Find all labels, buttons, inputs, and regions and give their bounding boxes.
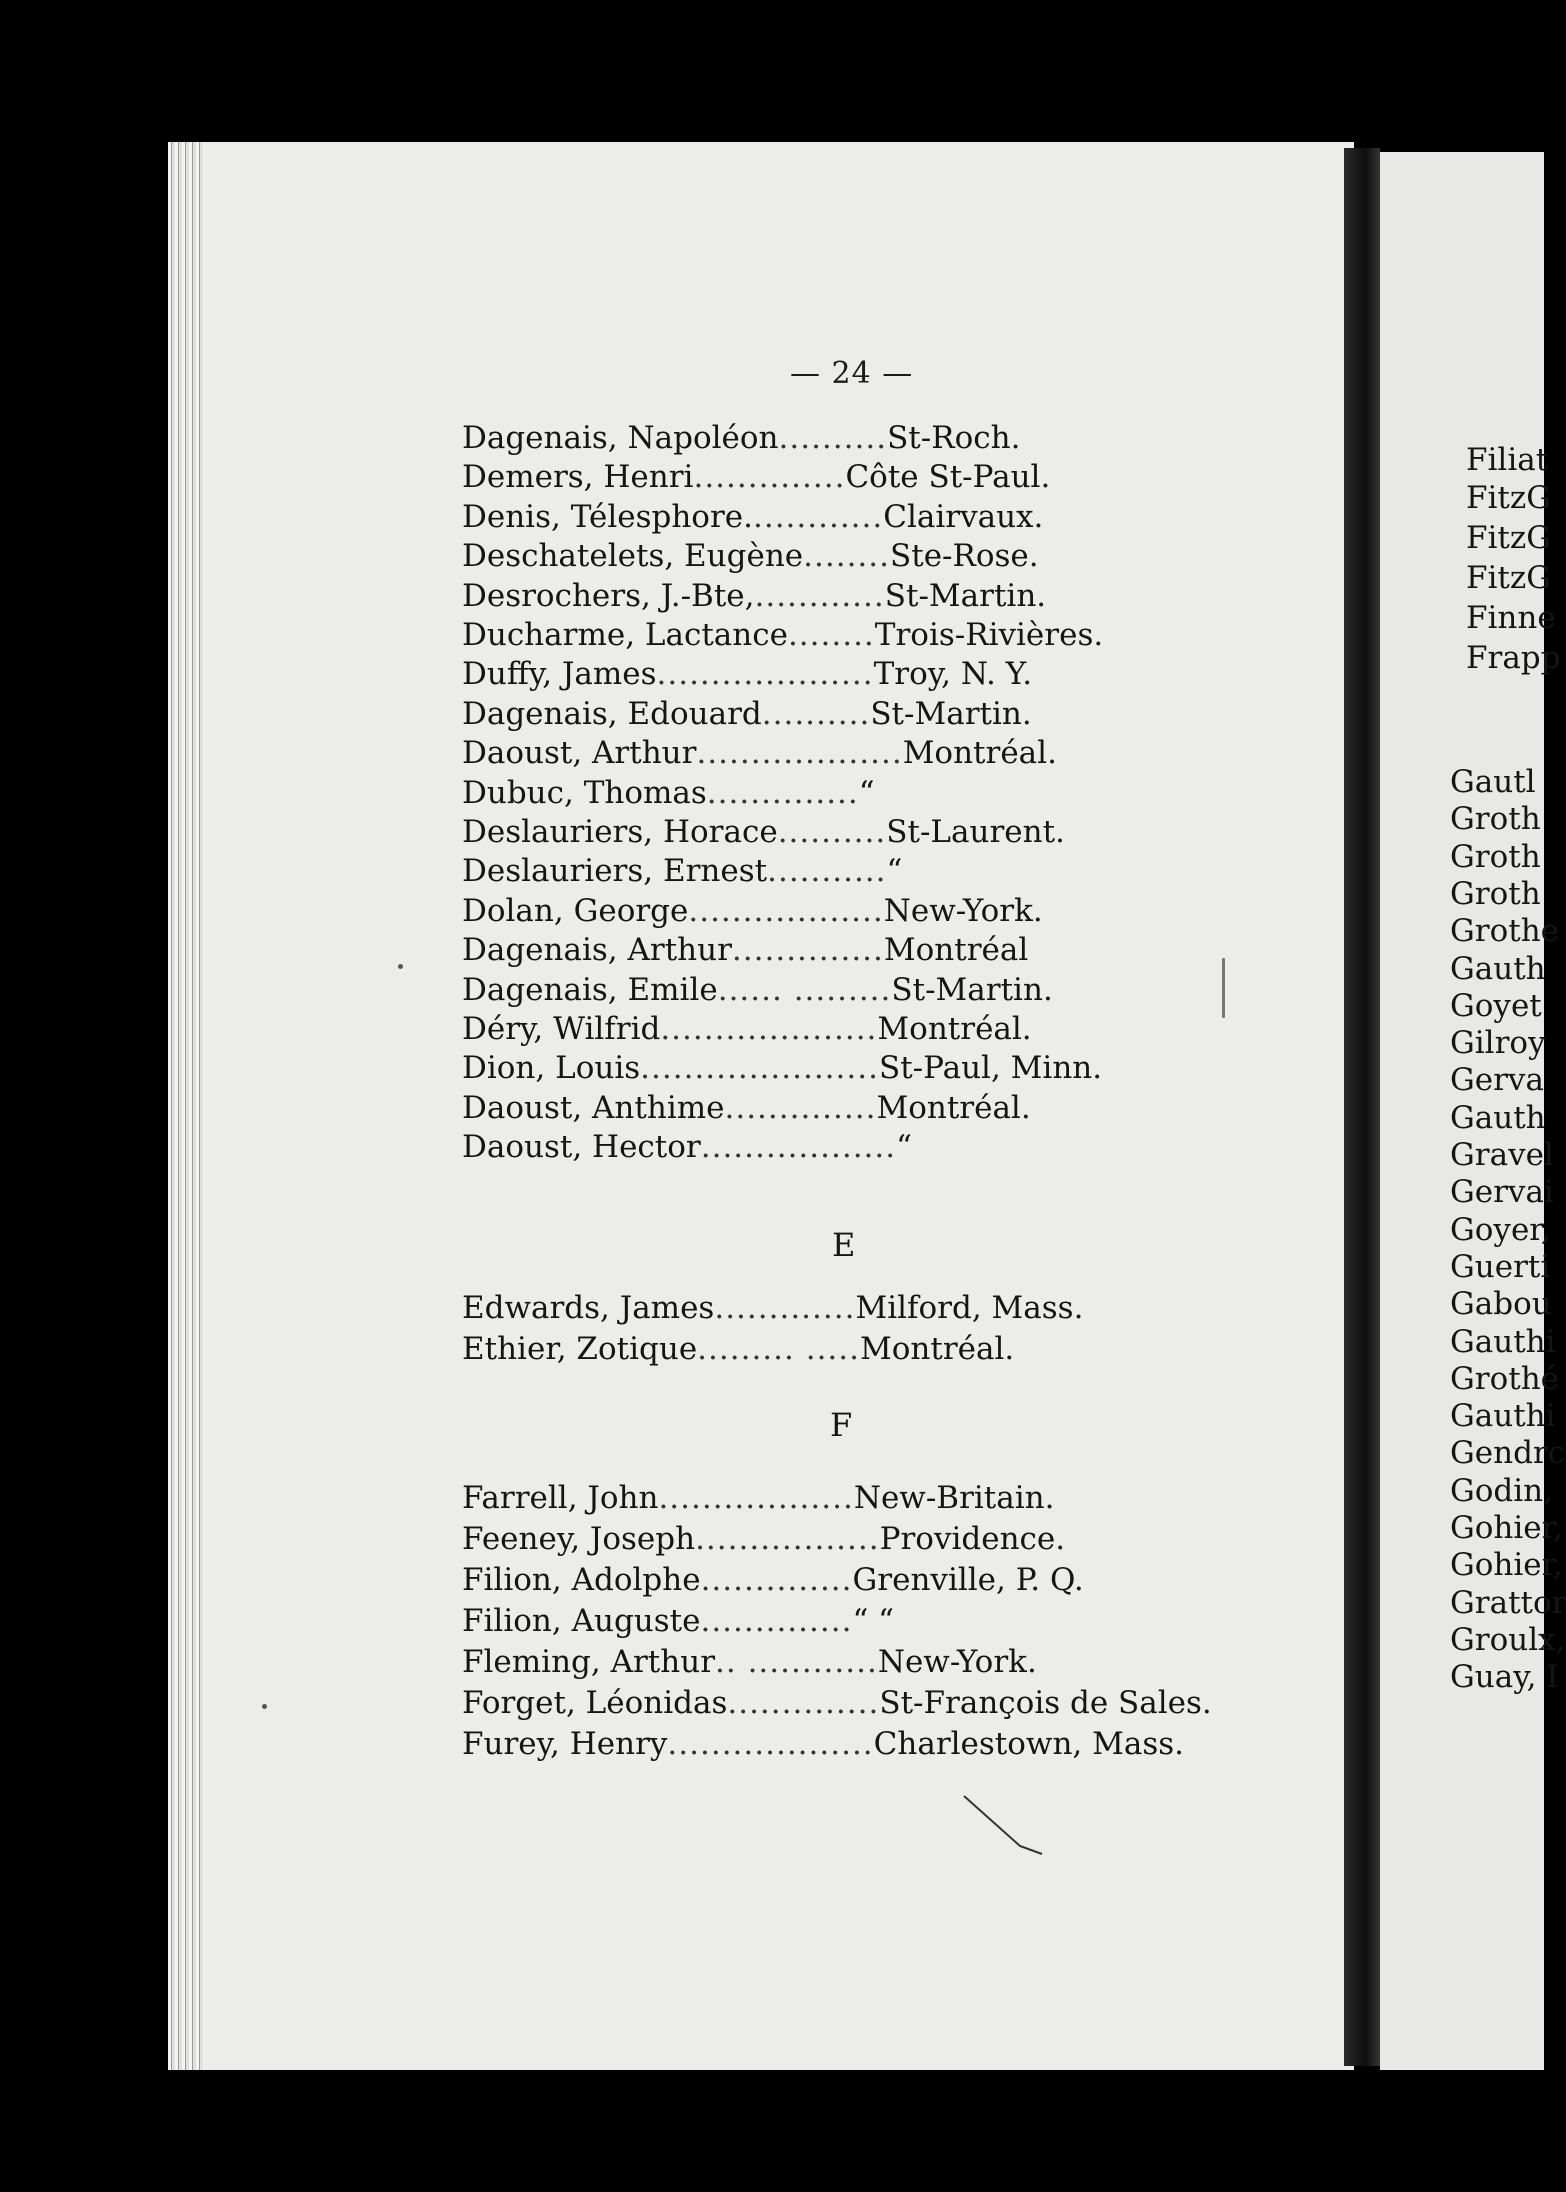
leader-dots: ..................: [700, 1129, 897, 1166]
right-page-entry: FitzG: [1466, 560, 1551, 596]
right-page-entry: Gervai: [1450, 1174, 1554, 1211]
leader-dots: ....................: [656, 656, 874, 693]
section-letter-f: F: [830, 1406, 853, 1444]
entry-place: New-York.: [883, 892, 1043, 929]
right-page-entry: Groulx,: [1450, 1621, 1566, 1658]
directory-entry: [462, 499, 1043, 535]
entry-name: Furey, Henry: [462, 1726, 668, 1762]
entry-place: Montréal.: [902, 735, 1057, 772]
entry-name: Deslauriers, Horace: [462, 814, 778, 850]
entry-name: Dagenais, Napoléon: [462, 420, 779, 456]
ink-speck: [398, 964, 403, 969]
margin-mark: [1222, 958, 1225, 1018]
entry-place: Montréal.: [877, 1011, 1032, 1047]
entry-name: Duffy, James: [462, 656, 657, 693]
right-page-entry: Gravel: [1450, 1137, 1554, 1173]
directory-entry: [462, 1562, 1084, 1598]
leader-dots: ..........: [761, 695, 871, 732]
entry-name: Ethier, Zotique: [462, 1331, 698, 1367]
leader-dots: ..............: [700, 1603, 853, 1639]
page-edge-stack: [168, 142, 204, 2070]
entry-name: Ducharme, Lactance: [462, 617, 788, 653]
entry-place: Montréal: [883, 932, 1029, 969]
directory-entry: [462, 656, 1032, 692]
right-page-entry: Groth: [1450, 875, 1541, 912]
entry-place: New-Britain.: [853, 1480, 1055, 1516]
leader-dots: .................: [695, 1521, 880, 1557]
directory-entry: [462, 1480, 1054, 1516]
entry-name: Déry, Wilfrid: [462, 1011, 661, 1047]
directory-entry: [462, 538, 1039, 574]
directory-entry: [462, 1050, 1102, 1086]
right-page-entry: Gauthi: [1450, 1323, 1556, 1360]
entry-name: Edwards, James: [462, 1290, 715, 1326]
leader-dots: ........: [787, 617, 875, 653]
right-page-entry: Grothé: [1450, 1360, 1560, 1397]
leader-dots: ..............: [706, 774, 859, 811]
leader-dots: ............: [752, 498, 884, 535]
entry-name: Dion, Louis: [462, 1050, 641, 1087]
entry-place: Charlestown, Mass.: [873, 1726, 1185, 1762]
right-page-entry: Gabou: [1450, 1286, 1552, 1323]
right-page-entry: Gerva: [1450, 1062, 1544, 1099]
entry-name: Daoust, Anthime: [462, 1089, 725, 1126]
right-page-entry: Goyer,: [1450, 1211, 1551, 1248]
entry-place: Montréal.: [876, 1089, 1031, 1126]
entry-name: Filion, Auguste: [462, 1603, 701, 1639]
entry-place: St-Paul, Minn.: [878, 1050, 1103, 1087]
book-spine: [1344, 148, 1380, 2066]
leader-dots: ...... .........: [717, 971, 892, 1008]
leader-dots: ..............: [700, 1562, 853, 1598]
directory-entry: [462, 735, 1057, 771]
right-page-entry: Gauth: [1450, 1099, 1546, 1136]
entry-place: “: [886, 853, 903, 890]
right-page-entry: Goyet: [1450, 987, 1542, 1024]
directory-entry: [462, 1331, 1014, 1367]
right-page-entry: Gauthi: [1450, 1398, 1556, 1435]
pencil-mark: [960, 1790, 1050, 1860]
leader-dots: ....................: [660, 1011, 878, 1047]
directory-entry: [462, 1090, 1031, 1126]
entry-place: New-York.: [877, 1644, 1037, 1680]
entry-name: Forget, Léonidas: [462, 1685, 728, 1721]
entry-name: Demers, Henri: [462, 459, 694, 496]
directory-entry: [462, 775, 875, 811]
entry-place: St-Martin.: [884, 577, 1047, 614]
entry-name: Deslauriers, Ernest: [462, 853, 768, 890]
leader-dots: ............: [754, 577, 885, 614]
right-page-entry: Groth: [1450, 838, 1541, 875]
leader-dots: ......................: [640, 1050, 879, 1087]
entry-name: Dubuc, Thomas: [462, 774, 707, 811]
right-page-entry: Finne: [1466, 600, 1556, 636]
leader-dots: ......... .....: [697, 1331, 860, 1367]
right-page-entry: Filiat: [1466, 442, 1549, 478]
entry-name: Farrell, John: [462, 1480, 659, 1516]
entry-place: St-Laurent.: [886, 814, 1065, 850]
entry-place: Montréal.: [859, 1331, 1015, 1367]
right-page-entry: Gohier,: [1450, 1510, 1563, 1546]
directory-entry: [462, 420, 1020, 456]
right-page-entry: Guerti: [1450, 1248, 1551, 1285]
right-page-entry: Guay, I: [1450, 1659, 1559, 1696]
directory-entry: [462, 1644, 1037, 1680]
entry-name: Filion, Adolphe: [462, 1562, 701, 1598]
leader-dots: ..............: [731, 932, 884, 969]
directory-entry: [462, 696, 1032, 732]
directory-entry: [462, 932, 1028, 968]
leader-dots: .............: [714, 1290, 856, 1326]
entry-place: St-François de Sales.: [879, 1685, 1212, 1721]
leader-dots: ..................: [658, 1480, 854, 1516]
directory-entry: [462, 853, 902, 889]
directory-entry: [462, 1129, 912, 1165]
right-page-entry: Grattor: [1450, 1584, 1566, 1621]
directory-entry: [462, 893, 1043, 929]
page-number: — 24 —: [790, 356, 914, 391]
entry-place: St-Roch.: [887, 420, 1021, 456]
ink-speck: [262, 1704, 267, 1709]
right-page-entry: Godin,: [1450, 1472, 1554, 1509]
entry-name: Dagenais, Arthur: [462, 932, 732, 969]
entry-place: Ste-Rose.: [890, 538, 1039, 575]
entry-name: Dagenais, Emile: [462, 971, 718, 1008]
entry-place: St-Martin.: [870, 695, 1032, 732]
right-page-entry: Gilroy: [1450, 1025, 1546, 1062]
leader-dots: ..............: [724, 1089, 877, 1126]
leader-dots: ...........: [767, 853, 887, 890]
entry-place: Trois-Rivières.: [874, 617, 1104, 653]
leader-dots: ..............: [693, 459, 846, 496]
entry-place: Grenville, P. Q.: [852, 1562, 1084, 1598]
entry-place: Troy, N. Y.: [873, 656, 1033, 693]
directory-entry: [462, 1603, 894, 1639]
entry-name: Dagenais, Edouard: [462, 695, 762, 732]
entry-name: Feeney, Joseph: [462, 1521, 696, 1557]
right-page-entry: Gautl: [1450, 764, 1536, 800]
right-page-entry: Grothe: [1450, 913, 1560, 950]
directory-entry: [462, 814, 1065, 850]
leader-dots: ........: [803, 538, 890, 575]
leader-dots: ...................: [667, 1726, 874, 1762]
directory-entry: [462, 1290, 1083, 1326]
leader-dots: ..............: [727, 1685, 880, 1721]
entry-place: “: [896, 1129, 912, 1166]
entry-name: Deschatelets, Eugène: [462, 538, 804, 575]
directory-entry: [462, 1726, 1184, 1762]
entry-place: “ “: [852, 1603, 894, 1639]
directory-entry: [462, 617, 1103, 653]
entry-name: Dolan, George: [462, 892, 689, 929]
directory-entry: [462, 1521, 1065, 1557]
right-page-entry: Gohier,: [1450, 1547, 1563, 1584]
directory-entry: [462, 459, 1050, 495]
directory-entry: [462, 972, 1053, 1008]
entry-name: Desrochers, J.-Bte,: [462, 577, 755, 614]
right-page-entry: FitzG: [1466, 520, 1551, 556]
entry-place: St-Martin.: [891, 971, 1053, 1008]
entry-place: “: [858, 774, 875, 811]
entry-place: Providence.: [879, 1521, 1066, 1557]
entry-name: Denis, Télesphore.: [462, 498, 753, 535]
section-letter-e: E: [832, 1226, 856, 1264]
leader-dots: ..........: [777, 814, 887, 850]
right-page-entry: Gendrc: [1450, 1435, 1566, 1472]
directory-entry: [462, 1011, 1032, 1047]
entry-name: Daoust, Hector: [462, 1129, 701, 1166]
directory-entry: [462, 578, 1046, 614]
leader-dots: ...................: [696, 735, 903, 772]
leader-dots: .. ............: [715, 1644, 878, 1680]
leader-dots: ..................: [688, 892, 884, 929]
right-page-entry: Gauth: [1450, 950, 1546, 987]
entry-name: Daoust, Arthur: [462, 735, 697, 772]
entry-name: Fleming, Arthur: [462, 1644, 716, 1680]
right-page-entry: FitzG: [1466, 480, 1551, 516]
leader-dots: ..........: [778, 420, 888, 456]
right-page-entry: Frapp: [1466, 640, 1561, 676]
entry-place: Côte St-Paul.: [845, 459, 1051, 496]
directory-entry: [462, 1685, 1212, 1721]
right-page-entry: Groth: [1450, 801, 1541, 838]
entry-place: Clairvaux.: [883, 498, 1044, 535]
entry-place: Milford, Mass.: [855, 1290, 1084, 1326]
